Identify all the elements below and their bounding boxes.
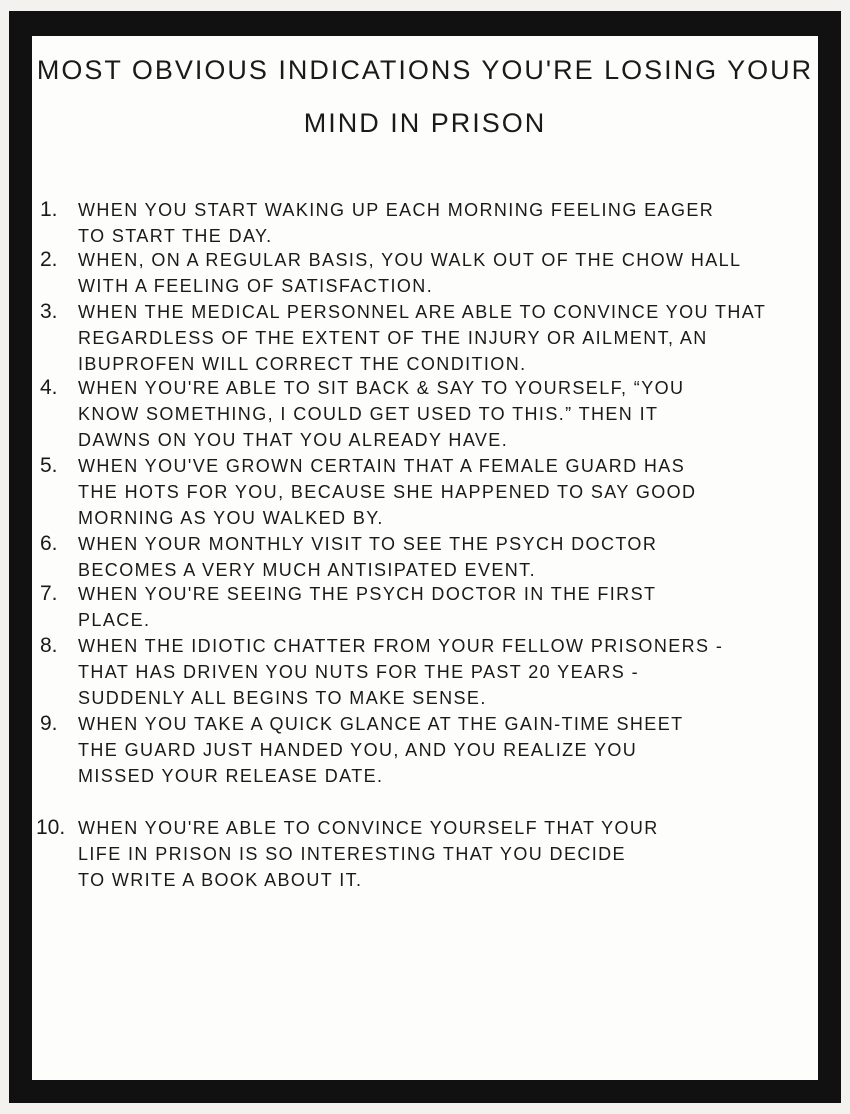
item-text-line: WHEN YOU'RE ABLE TO CONVINCE YOURSELF THAT YOUR bbox=[78, 818, 659, 838]
item-text-line: THE HOTS FOR YOU, BECAUSE SHE HAPPENED TO SAY GOOD bbox=[78, 482, 697, 502]
item-text-line: DAWNS ON YOU THAT YOU ALREADY HAVE. bbox=[78, 430, 509, 450]
item-number: 2. bbox=[40, 248, 58, 271]
item-text-line: TO START THE DAY. bbox=[78, 226, 273, 246]
item-text-line: WHEN YOU'RE ABLE TO SIT BACK & SAY TO YOURSELF, “YOU bbox=[78, 378, 685, 398]
item-number: 5. bbox=[40, 454, 58, 477]
paper-sheet bbox=[32, 36, 818, 1080]
item-text-line: WITH A FEELING OF SATISFACTION. bbox=[78, 276, 434, 296]
item-text-line: WHEN THE IDIOTIC CHATTER FROM YOUR FELLOW PRISONERS - bbox=[78, 636, 724, 656]
item-text-line: IBUPROFEN WILL CORRECT THE CONDITION. bbox=[78, 354, 527, 374]
item-text-line: THAT HAS DRIVEN YOU NUTS FOR THE PAST 20 YEARS - bbox=[78, 662, 639, 682]
item-number: 9. bbox=[40, 712, 58, 735]
item-text-line: THE GUARD JUST HANDED YOU, AND YOU REALIZE YOU bbox=[78, 740, 638, 760]
item-number: 8. bbox=[40, 634, 58, 657]
item-number: 4. bbox=[40, 376, 58, 399]
item-number: 6. bbox=[40, 532, 58, 555]
item-number: 7. bbox=[40, 582, 58, 605]
item-text-line: WHEN YOU TAKE A QUICK GLANCE AT THE GAIN-TIME SHEET bbox=[78, 714, 684, 734]
item-text-line: WHEN YOUR MONTHLY VISIT TO SEE THE PSYCH DOCTOR bbox=[78, 534, 658, 554]
item-text-line: TO WRITE A BOOK ABOUT IT. bbox=[78, 870, 363, 890]
item-text-line: MORNING AS YOU WALKED BY. bbox=[78, 508, 384, 528]
title-line-2: MIND IN PRISON bbox=[303, 108, 547, 138]
item-text-line: PLACE. bbox=[78, 610, 151, 630]
title-line-1: MOST OBVIOUS INDICATIONS YOU'RE LOSING YOUR bbox=[36, 55, 814, 85]
item-text-line: WHEN THE MEDICAL PERSONNEL ARE ABLE TO CONVINCE YOU THAT bbox=[78, 302, 767, 322]
item-text-line: BECOMES A VERY MUCH ANTISIPATED EVENT. bbox=[78, 560, 536, 580]
item-text-line: MISSED YOUR RELEASE DATE. bbox=[78, 766, 384, 786]
item-number: 10. bbox=[36, 816, 66, 839]
item-text-line: KNOW SOMETHING, I COULD GET USED TO THIS.” THEN IT bbox=[78, 404, 659, 424]
item-text-line: LIFE IN PRISON IS SO INTERESTING THAT YOU DECIDE bbox=[78, 844, 626, 864]
item-number: 1. bbox=[40, 198, 58, 221]
item-text-line: WHEN YOU'VE GROWN CERTAIN THAT A FEMALE GUARD HAS bbox=[78, 456, 686, 476]
item-text-line: REGARDLESS OF THE EXTENT OF THE INJURY OR AILMENT, AN bbox=[78, 328, 708, 348]
item-text-line: WHEN, ON A REGULAR BASIS, YOU WALK OUT OF THE CHOW HALL bbox=[78, 250, 742, 270]
item-text-line: SUDDENLY ALL BEGINS TO MAKE SENSE. bbox=[78, 688, 487, 708]
item-text-line: WHEN YOU'RE SEEING THE PSYCH DOCTOR IN THE FIRST bbox=[78, 584, 657, 604]
item-number: 3. bbox=[40, 300, 58, 323]
item-text-line: WHEN YOU START WAKING UP EACH MORNING FEELING EAGER bbox=[78, 200, 715, 220]
